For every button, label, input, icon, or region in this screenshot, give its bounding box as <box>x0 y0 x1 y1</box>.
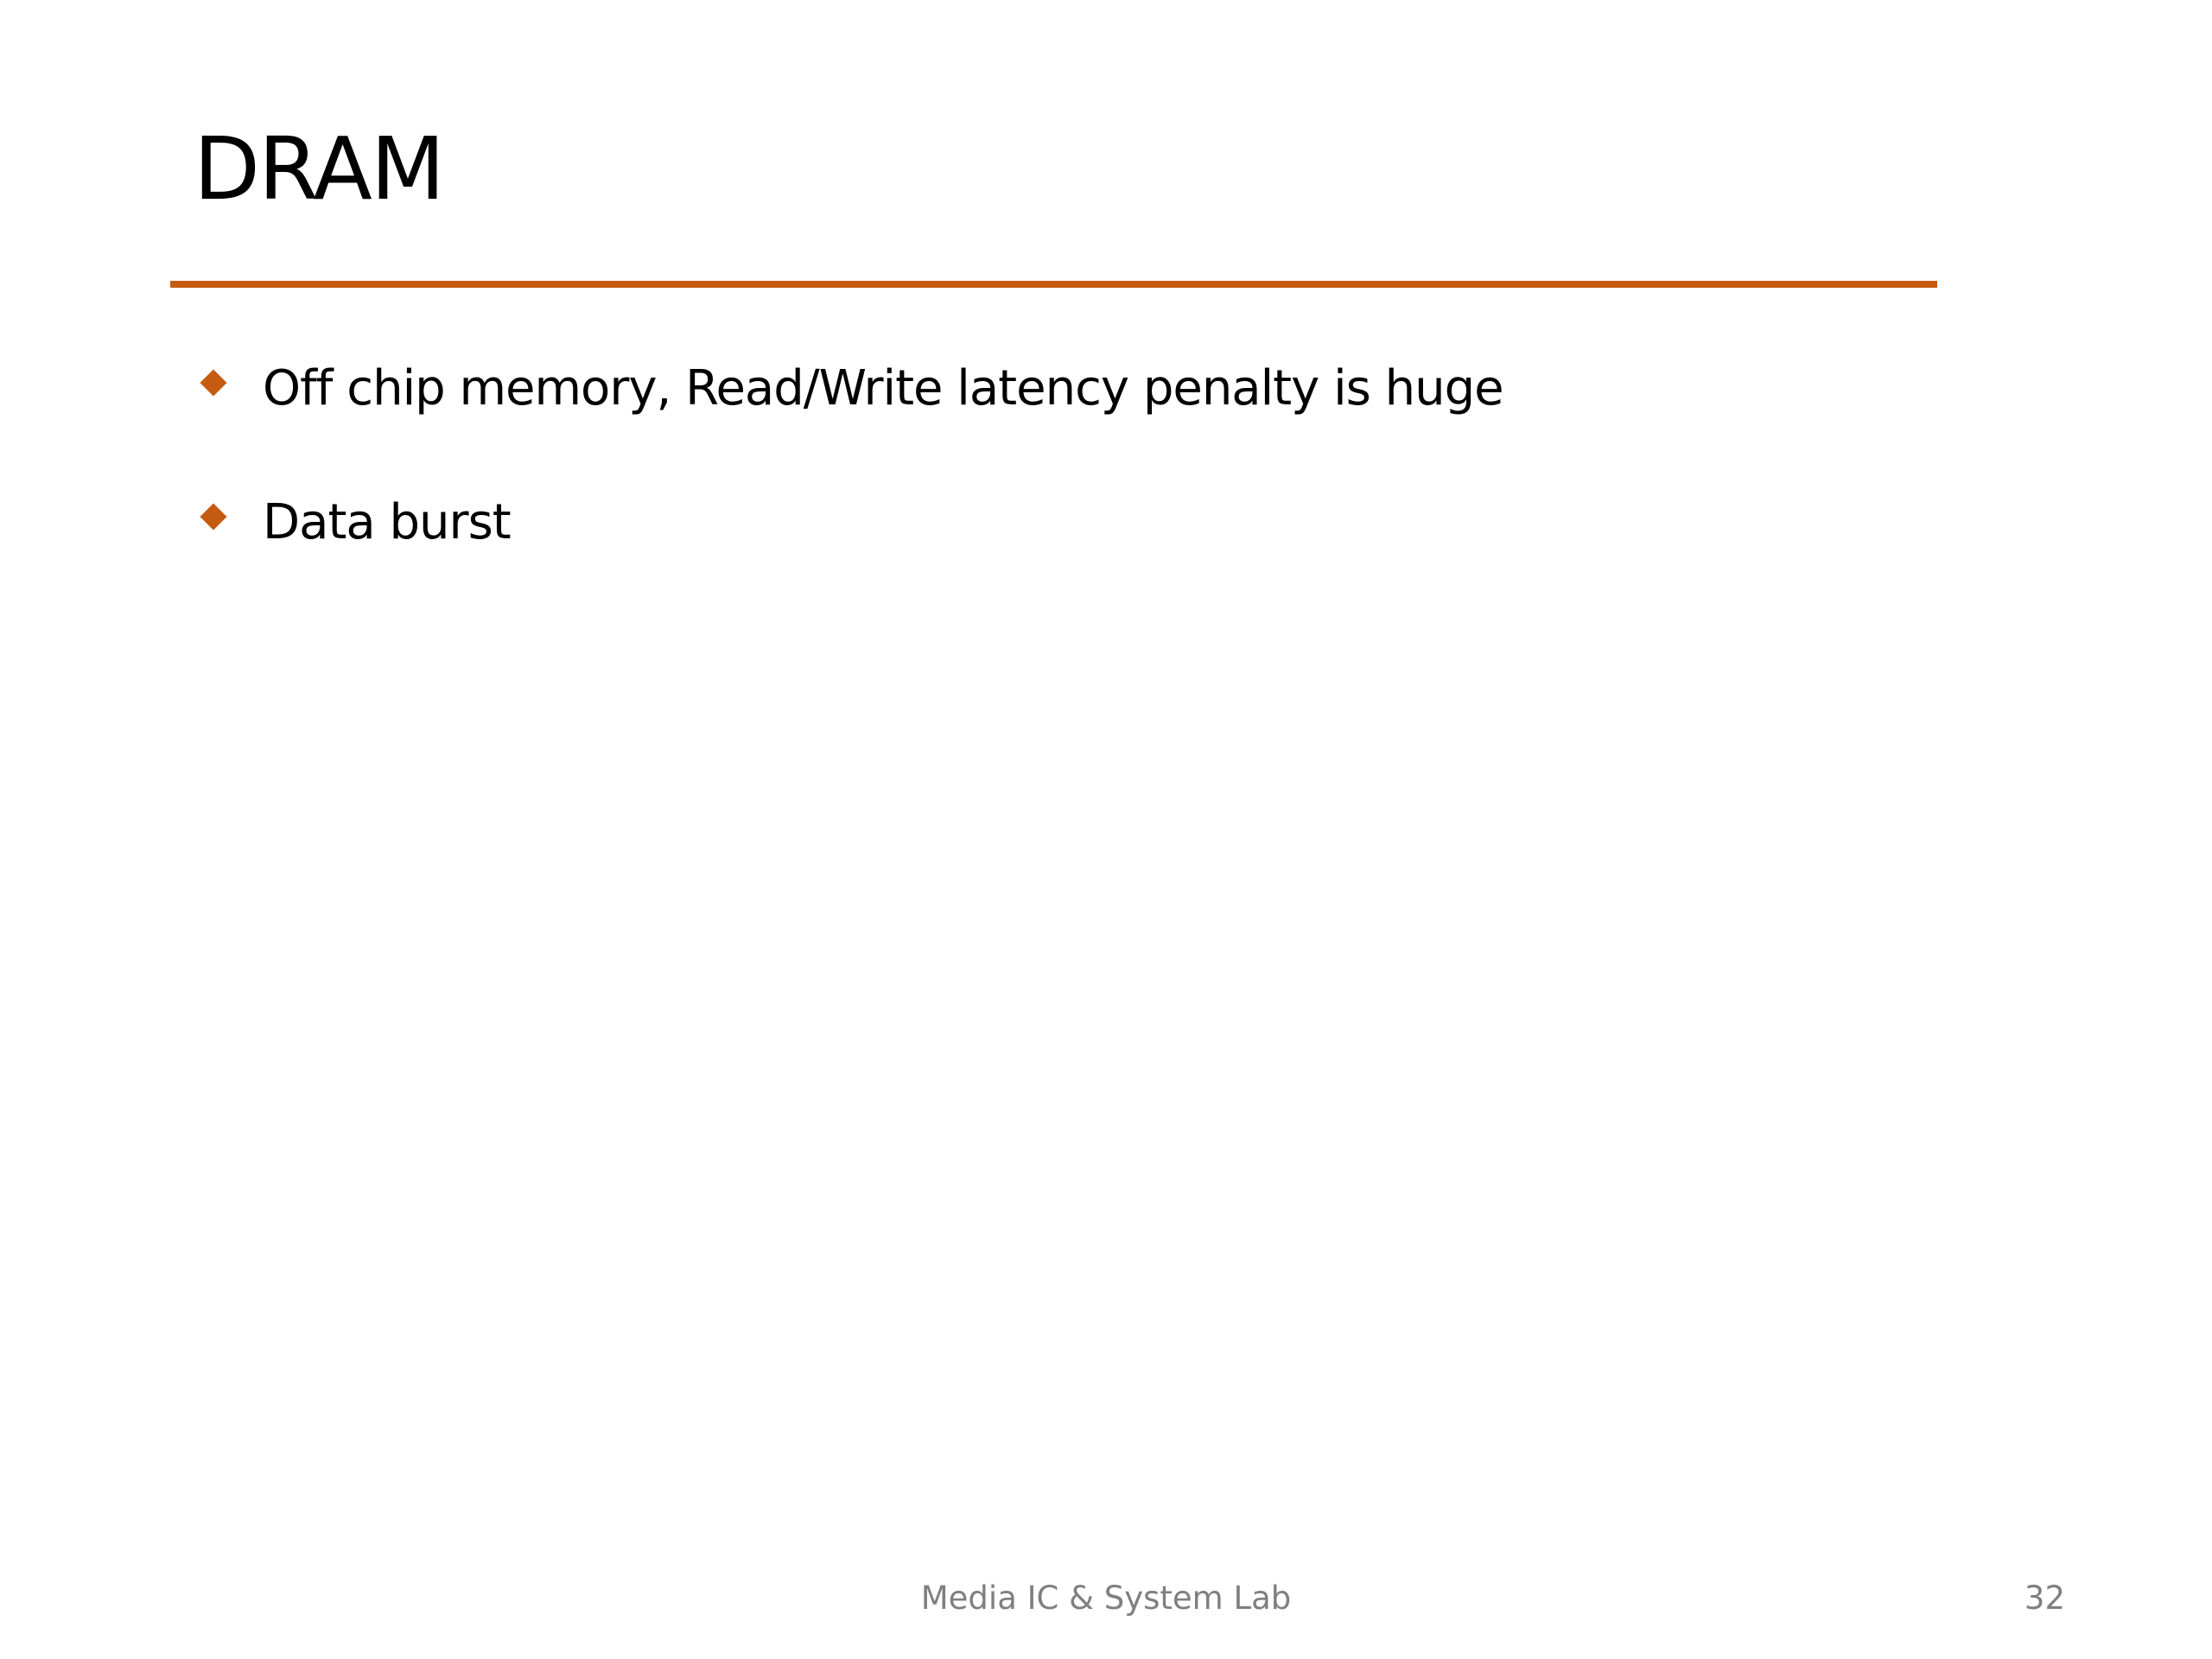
bullet-text: Off chip memory, Read/Write latency penalty is huge <box>263 360 1503 416</box>
title-divider <box>170 281 1937 288</box>
diamond-bullet-icon <box>200 369 226 396</box>
page-number: 32 <box>2024 1580 2065 1617</box>
footer-label: Media IC & System Lab <box>920 1580 1292 1617</box>
bullet-text: Data burst <box>263 494 511 550</box>
diamond-bullet-icon <box>200 503 226 530</box>
slide-title: DRAM <box>194 118 444 219</box>
